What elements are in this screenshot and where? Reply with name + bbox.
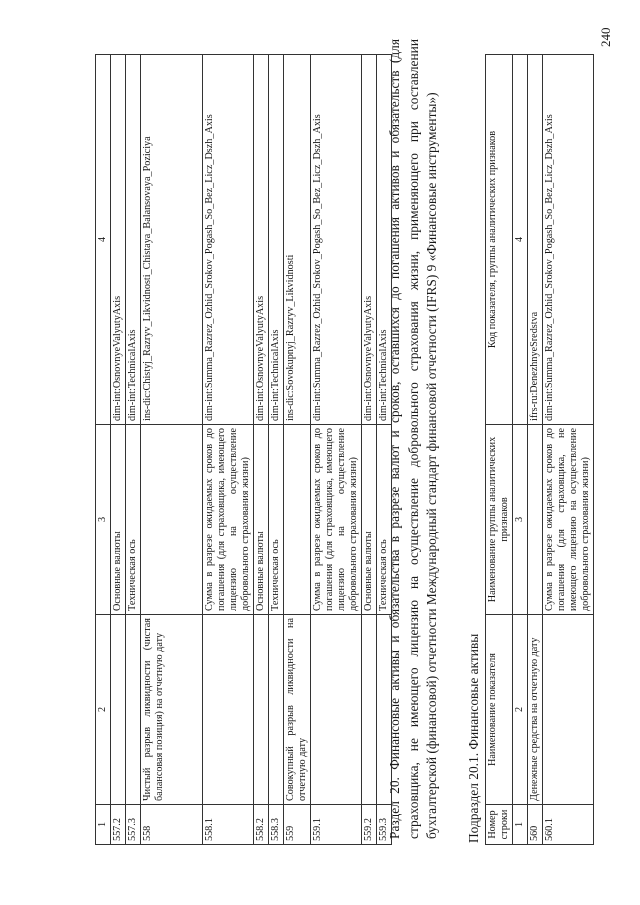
column-number-1: 1 xyxy=(96,805,111,845)
row-number: 558.2 xyxy=(254,805,269,845)
group-name xyxy=(528,425,543,615)
column-header-row-number: Номер строки xyxy=(486,805,513,845)
row-number: 560.1 xyxy=(543,805,594,845)
column-number-3: 3 xyxy=(96,425,111,615)
column-number-2: 2 xyxy=(513,615,528,805)
indicator-name: Совокупный разрыв ликвидности на отчетную дату xyxy=(284,615,311,805)
column-header-group-name: Наименование группы аналитических признаков xyxy=(486,425,513,615)
table-row xyxy=(141,55,203,845)
group-name xyxy=(141,425,203,615)
row-number: 560 xyxy=(528,805,543,845)
table-row xyxy=(362,55,377,845)
indicator-code: ifrs-ru:DenezhnyeSredstva xyxy=(528,55,543,425)
row-number: 559.2 xyxy=(362,805,377,845)
indicator-code: dim-int:Summa_Razrez_Ozhid_Srokov_Pogash_So_Bez_Licz_Dszh_Axis xyxy=(543,55,594,425)
group-name: Сумма в разрезе ожидаемых сроков до погашения (для страховщика, имеющего лицензию на осуществление добровольного страхования жизни) xyxy=(311,425,362,615)
column-number-1: 1 xyxy=(513,805,528,845)
group-name: Основные валюты xyxy=(362,425,377,615)
indicator-code: dim-int:Summa_Razrez_Ozhid_Srokov_Pogash_So_Bez_Licz_Dszh_Axis xyxy=(203,55,254,425)
indicator-code: dim-int:OsnovnyeValyutyAxis xyxy=(254,55,269,425)
table-row xyxy=(269,55,284,845)
indicator-code: dim-int:TechnicalAxis xyxy=(269,55,284,425)
indicator-name xyxy=(203,615,254,805)
table-row xyxy=(311,55,362,845)
indicator-name xyxy=(126,615,141,805)
page-number: 240 xyxy=(598,27,613,47)
group-name: Сумма в разрезе ожидаемых сроков до погашения (для страховщика, имеющего лицензию на осуществление добровольного страхования жизни) xyxy=(203,425,254,615)
financial-assets-table xyxy=(485,54,594,845)
indicator-name xyxy=(543,615,594,805)
indicator-name xyxy=(269,615,284,805)
column-number-4: 4 xyxy=(96,55,111,425)
subsection-heading: Подраздел 20.1. Финансовые активы xyxy=(466,633,481,843)
indicator-code: dim-int:OsnovnyeValyutyAxis xyxy=(111,55,126,425)
column-header-code: Код показателя, группы аналитических признаков xyxy=(486,55,513,425)
table-row xyxy=(111,55,126,845)
table-row xyxy=(203,55,254,845)
indicator-name xyxy=(254,615,269,805)
row-number: 559.3 xyxy=(377,805,392,845)
table-row xyxy=(254,55,269,845)
table-column-numbers-row xyxy=(513,55,528,845)
indicator-name xyxy=(311,615,362,805)
group-name: Техническая ось xyxy=(126,425,141,615)
indicator-code: dim-int:TechnicalAxis xyxy=(377,55,392,425)
indicator-name xyxy=(111,615,126,805)
group-name xyxy=(284,425,311,615)
indicator-code: ins-dic:Chistyj_Razryv_Likvidnosti_Chistaya_Balansovaya_Poziciya xyxy=(141,55,203,425)
indicator-code: ins-dic:Sovokupnyj_Razryv_Likvidnosti xyxy=(284,55,311,425)
group-name: Техническая ось xyxy=(269,425,284,615)
indicator-table-continued xyxy=(95,54,392,845)
table-row xyxy=(543,55,594,845)
column-number-4: 4 xyxy=(513,55,528,425)
row-number: 558.1 xyxy=(203,805,254,845)
table-row xyxy=(126,55,141,845)
column-header-indicator-name: Наименование показателя xyxy=(486,615,513,805)
row-number: 558.3 xyxy=(269,805,284,845)
indicator-code: dim-int:OsnovnyeValyutyAxis xyxy=(362,55,377,425)
table-row xyxy=(284,55,311,845)
group-name: Основные валюты xyxy=(254,425,269,615)
table-header-row xyxy=(486,55,513,845)
group-name: Сумма в разрезе ожидаемых сроков до погашения (для страховщика, не имеющего лицензию на осуществление добровольного страхования жизни) xyxy=(543,425,594,615)
row-number: 557.3 xyxy=(126,805,141,845)
group-name: Техническая ось xyxy=(377,425,392,615)
row-number: 557.2 xyxy=(111,805,126,845)
row-number: 559 xyxy=(284,805,311,845)
indicator-code: dim-int:TechnicalAxis xyxy=(126,55,141,425)
indicator-code: dim-int:Summa_Razrez_Ozhid_Srokov_Pogash_So_Bez_Licz_Dszh_Axis xyxy=(311,55,362,425)
row-number: 559.1 xyxy=(311,805,362,845)
indicator-name xyxy=(362,615,377,805)
row-number: 558 xyxy=(141,805,203,845)
table-row xyxy=(528,55,543,845)
section-heading: Раздел 20. Финансовые активы и обязательства в разрезе валют и сроков, оставшихся до погашения активов и обязательств (для страховщика, не имеющего лицензию на осуществление добровольного страхования жизни, применяющего при составлении бухгалтерской (финансовой) отчетности Международный стандарт финансовой отчетности (IFRS) 9 «Финансовые инструменты») xyxy=(387,39,439,839)
column-number-2: 2 xyxy=(96,615,111,805)
indicator-name: Денежные средства на отчетную дату xyxy=(528,615,543,805)
indicator-name: Чистый разрыв ликвидности (чистая балансовая позиция) на отчетную дату xyxy=(141,615,203,805)
group-name: Основные валюты xyxy=(111,425,126,615)
table-header-row xyxy=(96,55,111,845)
column-number-3: 3 xyxy=(513,425,528,615)
